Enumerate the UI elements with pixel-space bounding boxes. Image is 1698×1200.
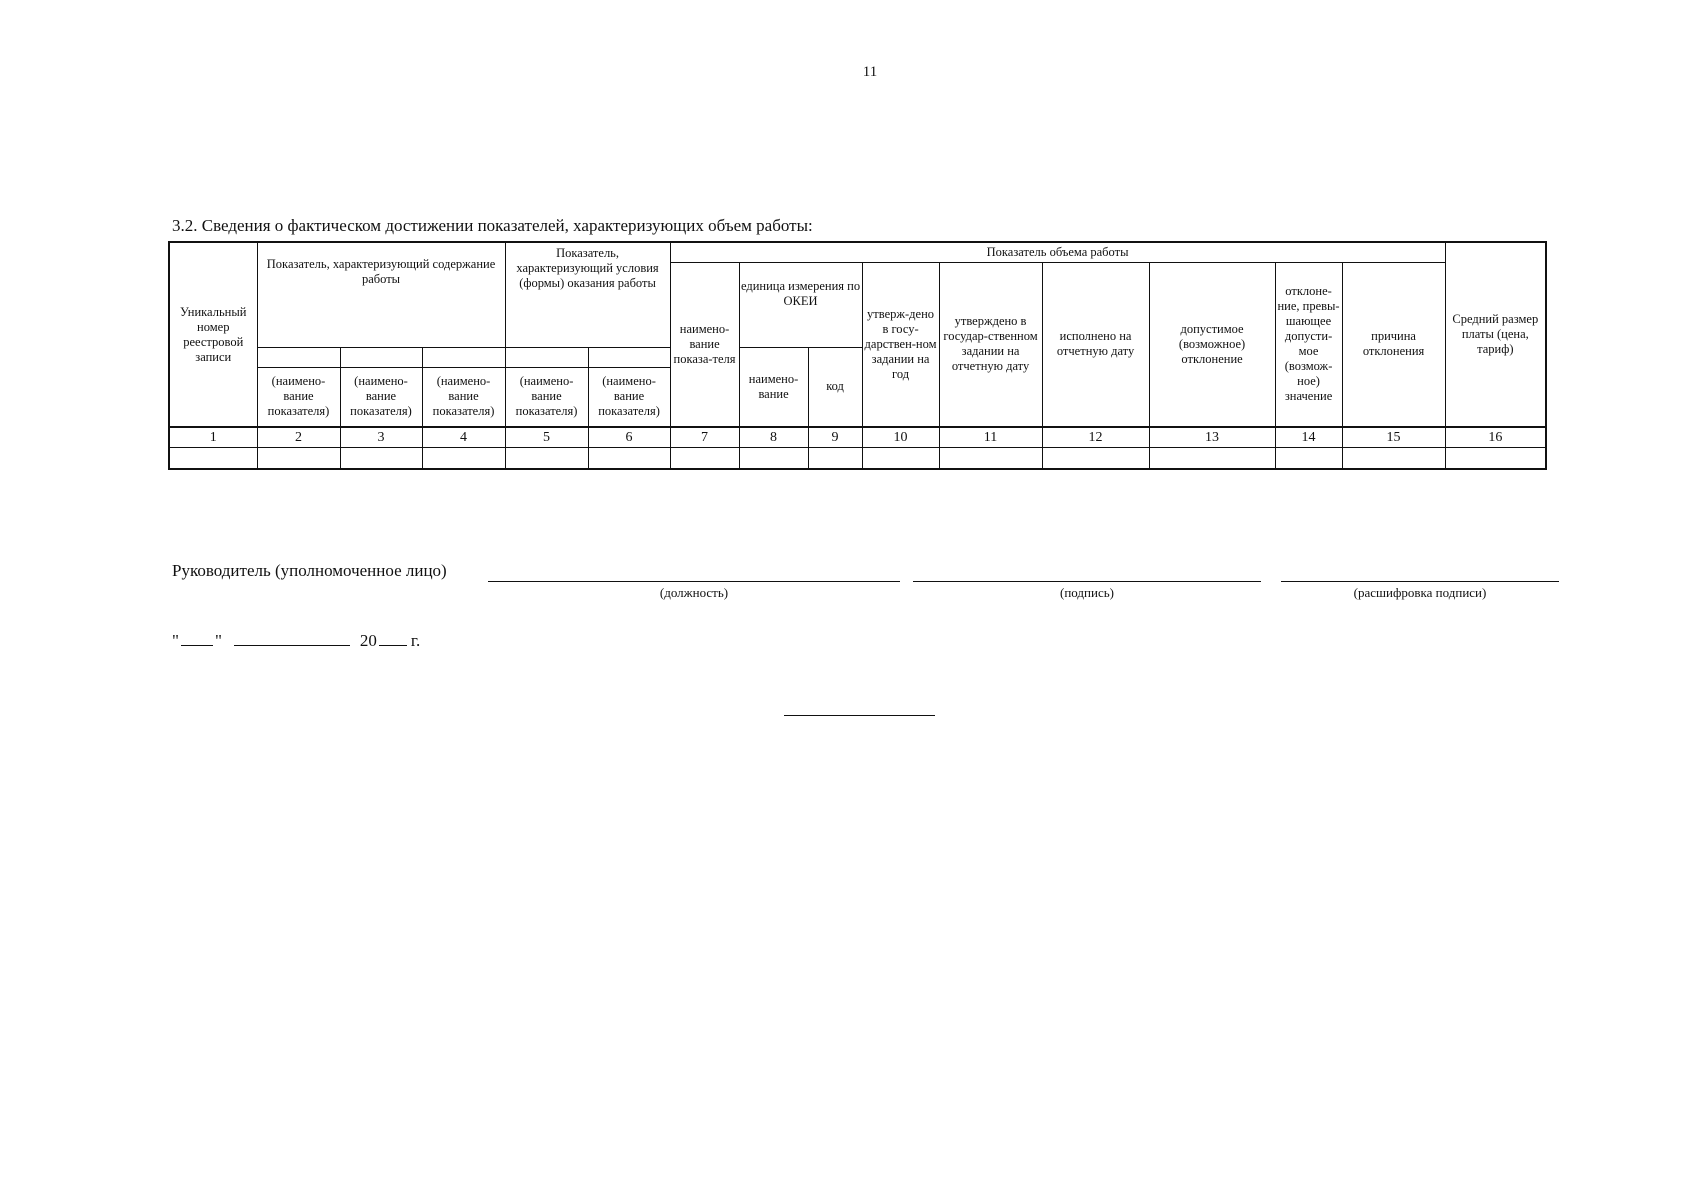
header-content-group: Показатель, характеризующий содержание работы xyxy=(257,242,505,347)
signature-decoding-caption: (расшифровка подписи) xyxy=(1353,585,1487,600)
table-cell xyxy=(169,448,257,470)
header-avg-fee: Средний размер платы (цена, тариф) xyxy=(1445,242,1546,427)
column-number-row xyxy=(169,427,1546,448)
volume-indicators-table xyxy=(168,241,1547,470)
column-number: 16 xyxy=(1445,427,1546,448)
header-content-indicator-1: (наимено-вание показателя) xyxy=(257,367,340,427)
table-cell xyxy=(505,448,588,470)
header-conditions-subcol-2-top xyxy=(588,347,670,367)
date-century: 20 xyxy=(359,631,377,650)
signature-line[interactable] xyxy=(913,581,1261,582)
header-indicator-name: наимено-вание показа-теля xyxy=(670,262,739,427)
position-line[interactable] xyxy=(488,581,900,582)
column-number: 5 xyxy=(505,427,588,448)
header-executed-date: исполнено на отчетную дату xyxy=(1042,262,1149,427)
table-cell xyxy=(808,448,862,470)
table-cell xyxy=(588,448,670,470)
column-number: 15 xyxy=(1342,427,1445,448)
table-row xyxy=(169,448,1546,470)
header-excess-deviation: отклоне-ние, превы-шающее допусти-мое (возмож-ное) значение xyxy=(1275,262,1342,427)
header-conditions-indicator-2: (наимено-вание показателя) xyxy=(588,367,670,427)
table-cell xyxy=(1342,448,1445,470)
header-conditions-indicator-1: (наимено-вание показателя) xyxy=(505,367,588,427)
column-number: 3 xyxy=(340,427,422,448)
date-line xyxy=(172,629,420,651)
header-content-indicator-2: (наимено-вание показателя) xyxy=(340,367,422,427)
header-registry-number: Уникальный номер реестровой записи xyxy=(169,242,257,427)
table-cell xyxy=(1445,448,1546,470)
header-unit-okei: единица измерения по ОКЕИ xyxy=(739,262,862,347)
table-cell xyxy=(1275,448,1342,470)
column-number: 2 xyxy=(257,427,340,448)
footnote-separator xyxy=(784,715,935,716)
header-content-subcol-3-top xyxy=(422,347,505,367)
header-unit-name: наимено-вание xyxy=(739,347,808,427)
column-number: 6 xyxy=(588,427,670,448)
header-content-indicator-3: (наимено-вание показателя) xyxy=(422,367,505,427)
column-number: 8 xyxy=(739,427,808,448)
header-unit-code: код xyxy=(808,347,862,427)
header-deviation-reason: причина отклонения xyxy=(1342,262,1445,427)
table-cell xyxy=(739,448,808,470)
date-open-quote: " xyxy=(172,631,179,650)
date-year-suffix: г. xyxy=(410,631,421,650)
column-number: 11 xyxy=(939,427,1042,448)
month-blank[interactable] xyxy=(234,629,350,646)
column-number: 13 xyxy=(1149,427,1275,448)
position-caption: (должность) xyxy=(659,585,729,600)
header-content-subcol-2-top xyxy=(340,347,422,367)
table-cell xyxy=(1149,448,1275,470)
signer-label: Руководитель (уполномоченное лицо) xyxy=(172,561,447,580)
date-close-quote: " xyxy=(214,631,222,650)
column-number: 14 xyxy=(1275,427,1342,448)
signature-caption: (подпись) xyxy=(1060,585,1114,600)
table-cell xyxy=(422,448,505,470)
header-approved-date: утверждено в государ-ственном задании на отчетную дату xyxy=(939,262,1042,427)
table-cell xyxy=(340,448,422,470)
table-cell xyxy=(862,448,939,470)
section-title: 3.2. Сведения о фактическом достижении показателей, характеризующих объем работы: xyxy=(172,216,813,235)
header-approved-year: утверж-дено в госу-дарствен-ном задании на год xyxy=(862,262,939,427)
table-cell xyxy=(257,448,340,470)
column-number: 10 xyxy=(862,427,939,448)
header-volume-group: Показатель объема работы xyxy=(670,242,1445,262)
page-number: 11 xyxy=(862,64,878,80)
column-number: 9 xyxy=(808,427,862,448)
column-number: 12 xyxy=(1042,427,1149,448)
table-cell xyxy=(939,448,1042,470)
header-allowed-deviation: допустимое (возможное) отклонение xyxy=(1149,262,1275,427)
column-number: 4 xyxy=(422,427,505,448)
column-number: 7 xyxy=(670,427,739,448)
header-content-subcol-1-top xyxy=(257,347,340,367)
column-number: 1 xyxy=(169,427,257,448)
table-cell xyxy=(1042,448,1149,470)
day-blank[interactable] xyxy=(181,629,213,646)
table-cell xyxy=(670,448,739,470)
signature-decoding-line[interactable] xyxy=(1281,581,1559,582)
header-conditions-subcol-1-top xyxy=(505,347,588,367)
volume-indicators-table-wrapper xyxy=(168,241,1545,470)
year-blank[interactable] xyxy=(379,629,407,646)
header-conditions-group: Показатель, характеризующий условия (формы) оказания работы xyxy=(505,242,670,347)
